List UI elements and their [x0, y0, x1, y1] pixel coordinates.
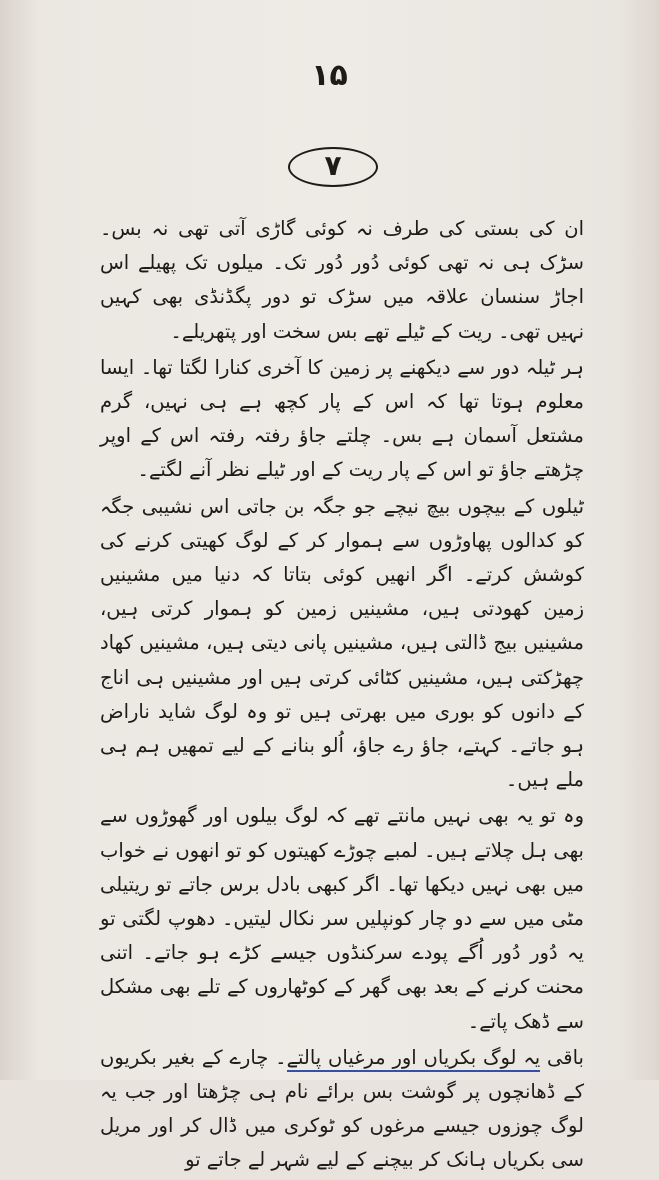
paragraph-text: [100, 1041, 584, 1178]
paragraph-3: [100, 490, 584, 798]
paragraph-4: [100, 799, 584, 1038]
paragraph-text: ہر ٹیلہ دور سے دیکھنے پر زمین کا آخری کنارا لگتا تھا۔ ایسا معلوم ہوتا تھا کہ اس کے پار کچھ ہے ہی نہیں، گرم مشتعل آسمان ہے بس۔ چلتے جاؤ رفتہ رفتہ اس کے اوپر چڑھتے جاؤ تو اس کے پار ریت کے اور ٹیلے نظر آنے لگتے۔: [100, 355, 584, 482]
chapter-number: ۷: [324, 149, 342, 182]
paragraph-2: [100, 351, 584, 488]
pen-underlined-text: یہ لوگ بکریاں اور مرغیاں پالتے: [287, 1046, 541, 1072]
paragraph-1: [100, 212, 584, 349]
paragraph-5: [100, 1041, 584, 1178]
body-text: [100, 212, 584, 1180]
paragraph-text: وہ تو یہ بھی نہیں مانتے تھے کہ لوگ بیلوں اور گھوڑوں سے بھی ہل چلاتے ہیں۔ لمبے چوڑے کھیتوں کو تو انھوں نے خواب میں بھی نہیں دیکھا تھا۔ اگر کبھی بادل برس جاتے تو ریتیلی مٹی میں سے دو چار کونپلیں سر نکال لیتیں۔ دھوپ لگتی تو یہ دُور دُور اُگے پودے سرکنڈوں جیسے کڑے ہو جاتے۔ اتنی محنت کرنے کے بعد بھی گھر کے کوٹھاروں کے تلے بھی مشکل سے ڈھک پاتے۔: [100, 804, 584, 1033]
chapter-number-badge: [288, 147, 378, 187]
page-number: ۱۵: [311, 58, 348, 93]
paragraph-suffix: ۔ چارے کے بغیر بکریوں کے ڈھانچوں پر گوشت بس برائے نام ہی چڑھتا اور جب یہ لوگ چوزوں جیسے مرغوں کو ٹوکری میں ڈال کر اور مریل سی بکریاں ہانک کر بیچنے کے لیے شہر لے جاتے تو: [100, 1045, 584, 1172]
paragraph-text: ٹیلوں کے بیچوں بیچ نیچے جو جگہ بن جاتی اس نشیبی جگہ کو کدالوں پھاوڑوں سے ہموار کر کے لوگ کھیتی کرنے کی کوشش کرتے۔ اگر انھیں کوئی بتاتا کہ دنیا میں مشینیں زمین کھودتی ہیں، مشینیں زمین کو ہموار کرتی ہیں، مشینیں بیج ڈالتی ہیں، مشینیں پانی دیتی ہیں، مشینیں کھاد چھڑکتی ہیں، مشینیں کٹائی کرتی ہیں اور مشینیں ہی اناج کے دانوں کو بوری میں بھرتی ہیں تو وہ لوگ شاید ناراض ہو جاتے۔ کہتے، جاؤ رے جاؤ، اُلو بنانے کے لیے تمھیں ہم ہی ملے ہیں۔: [100, 494, 584, 792]
paragraph-prefix: باقی: [540, 1045, 584, 1069]
paragraph-text: ان کی بستی کی طرف نہ کوئی گاڑی آتی تھی نہ بس۔ سڑک ہی نہ تھی کوئی دُور دُور تک۔ میلوں تک پھیلے اس اجاڑ سنسان علاقہ میں سڑک تو دور پگڈنڈی بھی کہیں نہیں تھی۔ ریت کے ٹیلے تھے بس سخت اور پتھریلے۔: [100, 217, 584, 343]
